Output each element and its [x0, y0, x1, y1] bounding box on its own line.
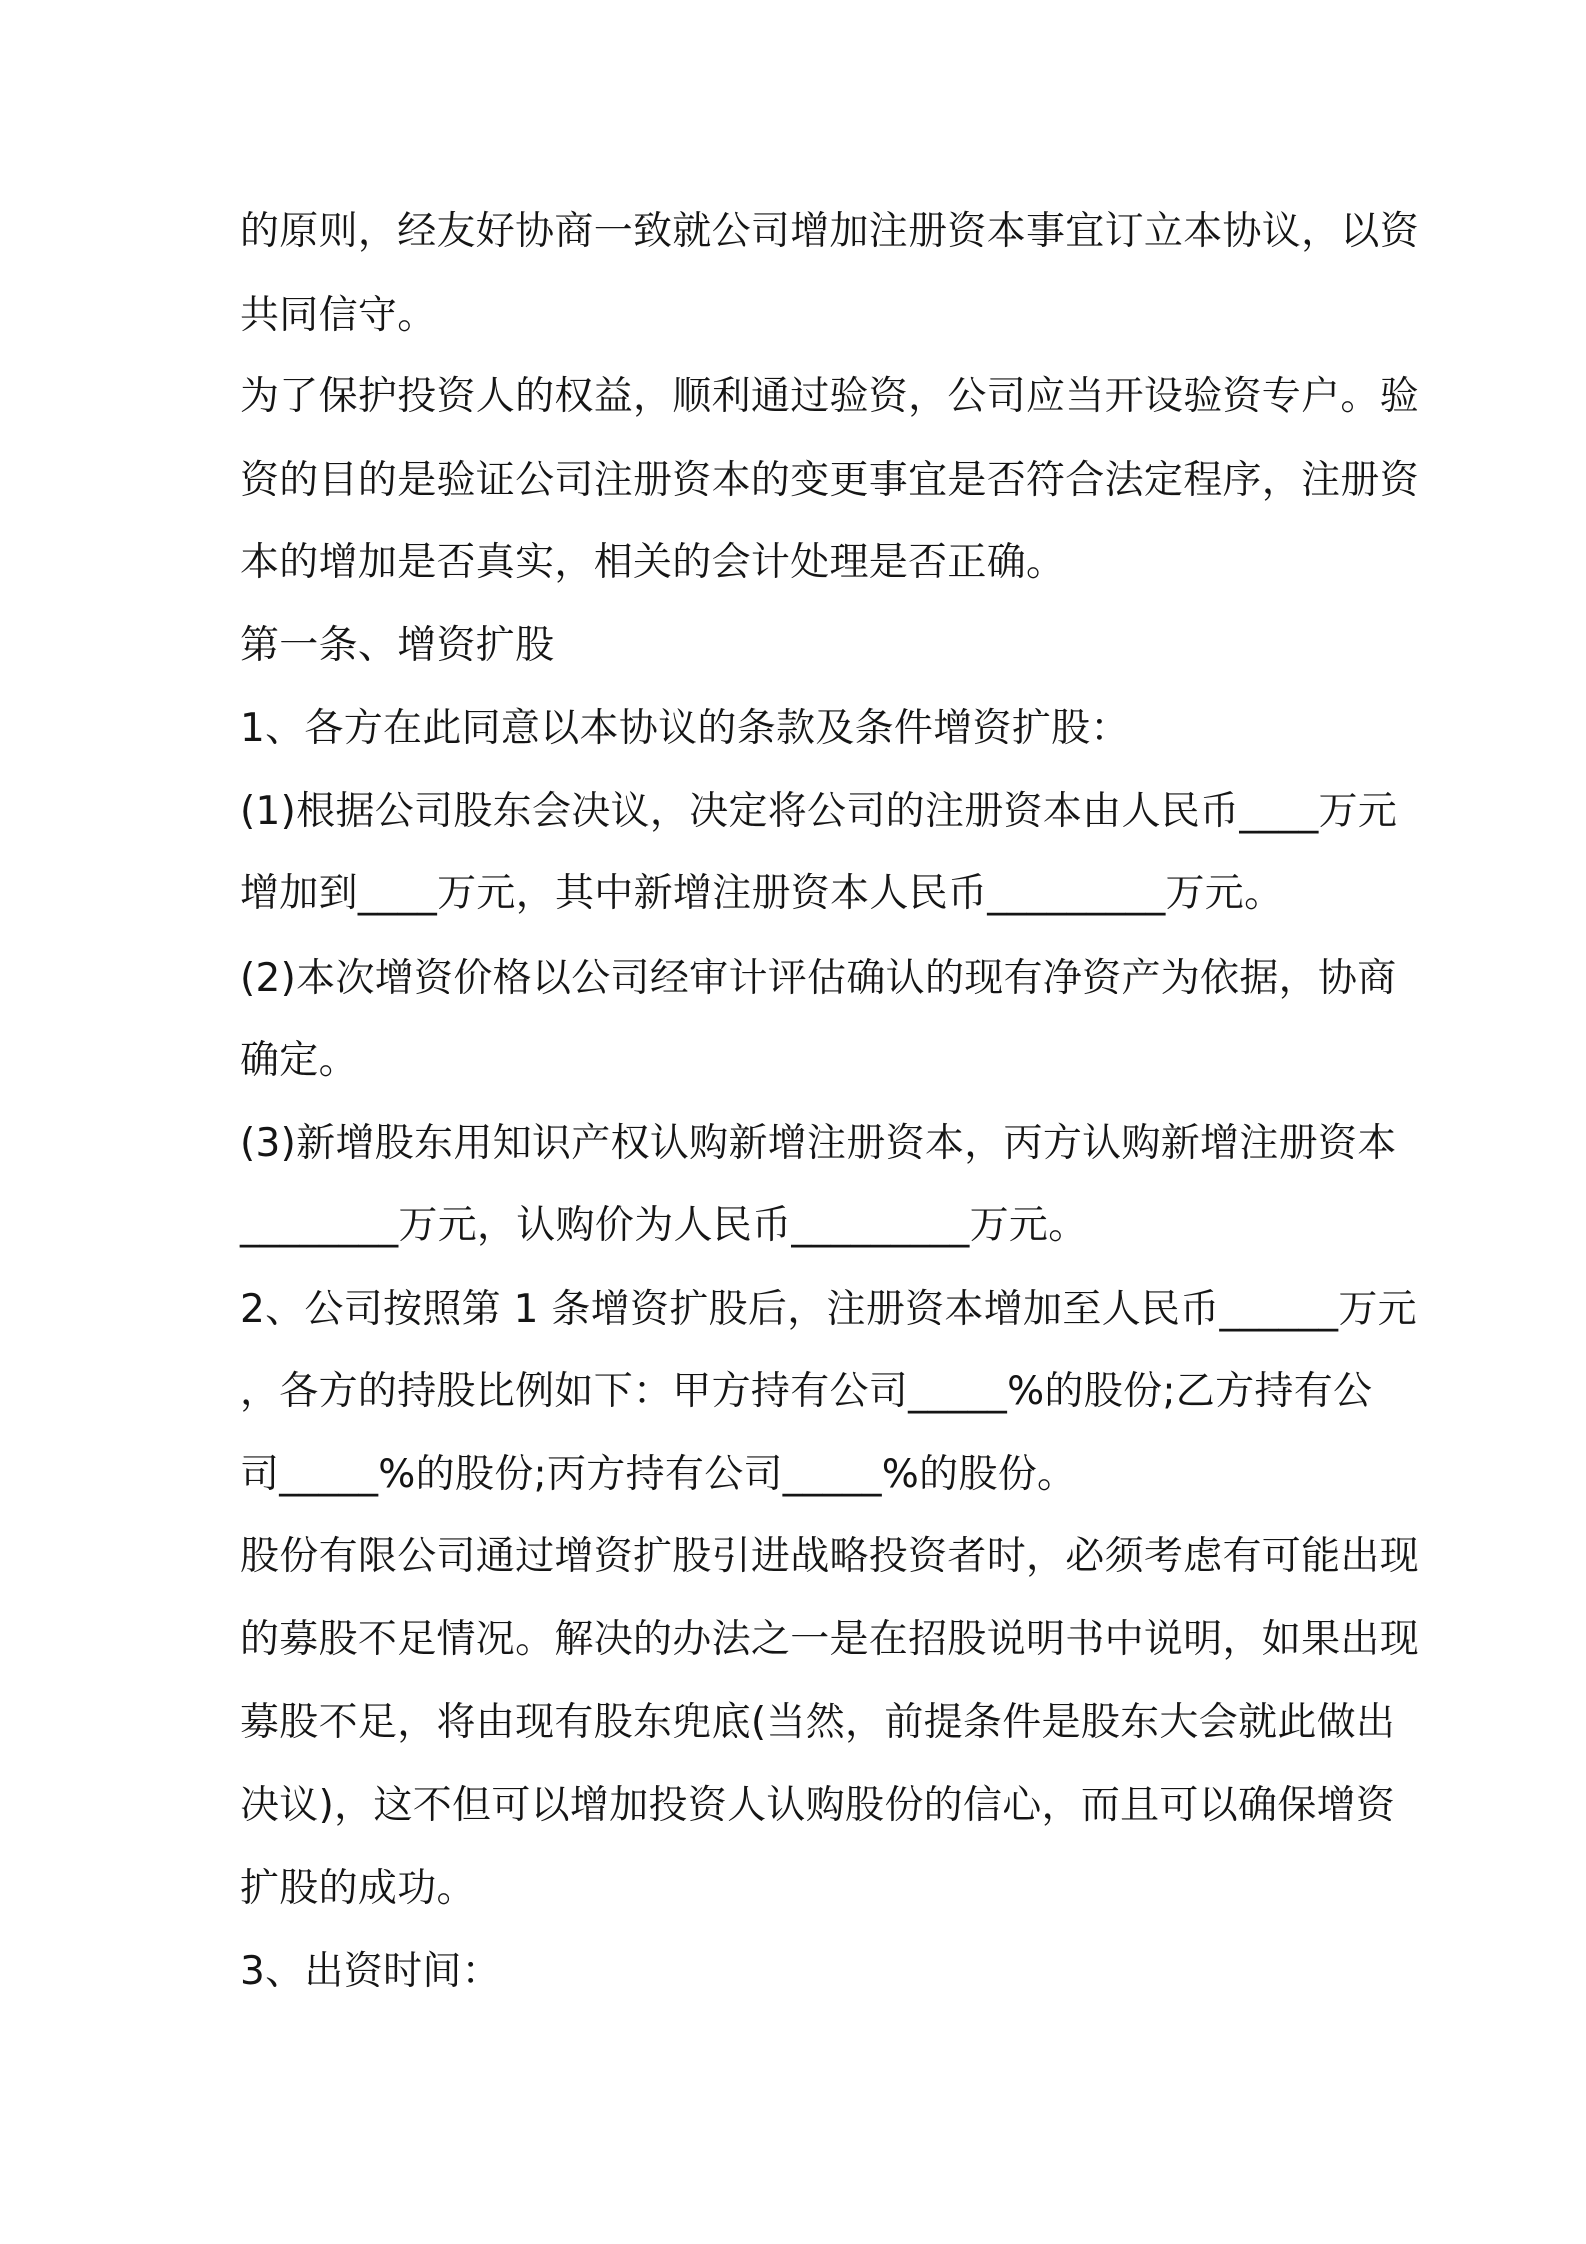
text-line: 1、各方在此同意以本协议的条款及条件增资扩股： — [240, 706, 1130, 751]
text-line: 的原则，经友好协商一致就公司增加注册资本事宜订立本协议，以资 — [240, 209, 1420, 254]
text-line: 增加到____万元，其中新增注册资本人民币_________万元。 — [240, 871, 1284, 916]
text-line: (3)新增股东用知识产权认购新增注册资本，丙方认购新增注册资本 — [240, 1121, 1397, 1166]
text-line: 确定。 — [240, 1038, 358, 1083]
text-line: 扩股的成功。 — [240, 1866, 476, 1911]
text-line: (2)本次增资价格以公司经审计评估确认的现有净资产为依据，协商 — [240, 956, 1397, 1001]
text-line: 资的目的是验证公司注册资本的变更事宜是否符合法定程序，注册资 — [240, 458, 1420, 503]
text-line: 司_____%的股份;丙方持有公司_____%的股份。 — [240, 1452, 1077, 1497]
section-heading: 3、出资时间： — [240, 1949, 501, 1994]
text-line: (1)根据公司股东会决议，决定将公司的注册资本由人民币____万元 — [240, 789, 1398, 834]
section-heading: 第一条、增资扩股 — [240, 623, 555, 668]
text-line: 2、公司按照第 1 条增资扩股后，注册资本增加至人民币______万元 — [240, 1287, 1417, 1332]
text-line: 共同信守。 — [240, 293, 437, 338]
text-line: 股份有限公司通过增资扩股引进战略投资者时，必须考虑有可能出现 — [240, 1534, 1420, 1579]
text-line: 本的增加是否真实，相关的会计处理是否正确。 — [240, 540, 1066, 585]
text-line: 为了保护投资人的权益，顺利通过验资，公司应当开设验资专户。验 — [240, 374, 1420, 419]
text-line: 的募股不足情况。解决的办法之一是在招股说明书中说明，如果出现 — [240, 1617, 1420, 1662]
text-line: ________万元，认购价为人民币_________万元。 — [240, 1203, 1088, 1248]
text-line: ，各方的持股比例如下：甲方持有公司_____%的股份;乙方持有公 — [240, 1369, 1373, 1414]
text-line: 决议)，这不但可以增加投资人认购股份的信心，而且可以确保增资 — [240, 1783, 1396, 1828]
text-line: 募股不足，将由现有股东兜底(当然，前提条件是股东大会就此做出 — [240, 1700, 1396, 1745]
